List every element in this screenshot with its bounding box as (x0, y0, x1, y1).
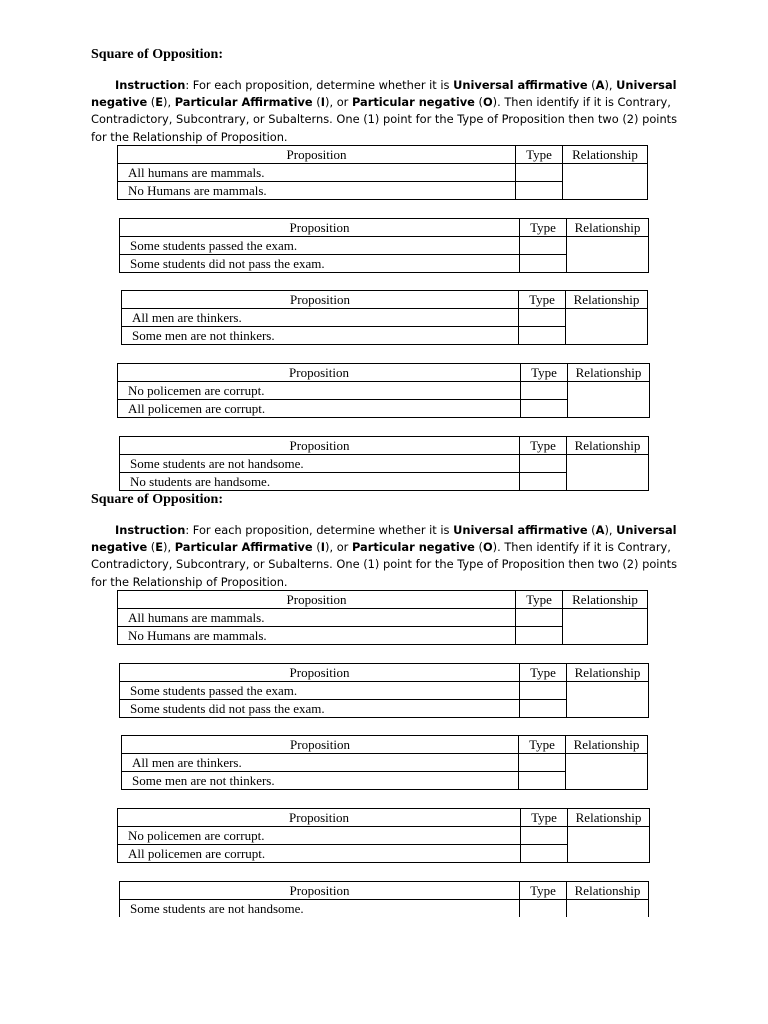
proposition-cell: No students are handsome. (120, 473, 520, 491)
type-header: Type (520, 437, 567, 455)
relationship-answer-cell[interactable] (567, 682, 649, 718)
proposition-table (117, 363, 650, 418)
type-answer-cell[interactable] (520, 682, 567, 700)
proposition-cell: Some men are not thinkers. (122, 772, 519, 790)
type-header: Type (521, 809, 568, 827)
table-header-row (120, 664, 649, 682)
type-answer-cell[interactable] (521, 400, 568, 418)
type-answer-cell[interactable] (519, 772, 566, 790)
proposition-header: Proposition (120, 219, 520, 237)
type-answer-cell[interactable] (520, 900, 567, 918)
section-heading: Square of Opposition: (91, 47, 223, 62)
type-header: Type (516, 146, 563, 164)
proposition-header: Proposition (122, 291, 519, 309)
table-header-row (122, 291, 648, 309)
type-answer-cell[interactable] (516, 627, 563, 645)
type-header: Type (519, 291, 566, 309)
type-answer-cell[interactable] (516, 182, 563, 200)
relationship-header: Relationship (563, 146, 648, 164)
relationship-header: Relationship (568, 809, 650, 827)
relationship-header: Relationship (563, 591, 648, 609)
type-answer-cell[interactable] (519, 754, 566, 772)
proposition-cell: No policemen are corrupt. (118, 827, 521, 845)
proposition-cell: No policemen are corrupt. (118, 382, 521, 400)
proposition-header: Proposition (118, 146, 516, 164)
table-row (122, 754, 648, 772)
proposition-table (117, 808, 650, 863)
relationship-answer-cell[interactable] (568, 382, 650, 418)
type-answer-cell[interactable] (520, 237, 567, 255)
relationship-answer-cell[interactable] (563, 164, 648, 200)
type-answer-cell[interactable] (519, 309, 566, 327)
relationship-header: Relationship (566, 736, 648, 754)
proposition-table (119, 218, 649, 273)
type-header: Type (520, 882, 567, 900)
relationship-answer-cell[interactable] (567, 237, 649, 273)
proposition-cell: All humans are mammals. (118, 164, 516, 182)
proposition-header: Proposition (118, 591, 516, 609)
table-header-row (118, 146, 648, 164)
table-row (118, 827, 650, 845)
table-header-row (118, 591, 648, 609)
proposition-cell: Some students are not handsome. (120, 455, 520, 473)
type-answer-cell[interactable] (521, 845, 568, 863)
type-answer-cell[interactable] (520, 473, 567, 491)
type-header: Type (520, 664, 567, 682)
proposition-header: Proposition (122, 736, 519, 754)
proposition-cell: All policemen are corrupt. (118, 400, 521, 418)
type-answer-cell[interactable] (516, 164, 563, 182)
table-header-row (120, 219, 649, 237)
relationship-answer-cell[interactable] (566, 309, 648, 345)
type-answer-cell[interactable] (516, 609, 563, 627)
table-header-row (120, 437, 649, 455)
table-row (118, 609, 648, 627)
proposition-cell: No Humans are mammals. (118, 627, 516, 645)
proposition-cell: All men are thinkers. (122, 754, 519, 772)
type-answer-cell[interactable] (520, 255, 567, 273)
relationship-answer-cell[interactable] (568, 827, 650, 863)
relationship-header: Relationship (568, 364, 650, 382)
table-row (118, 164, 648, 182)
relationship-answer-cell[interactable] (563, 609, 648, 645)
table-header-row (120, 882, 649, 900)
proposition-header: Proposition (120, 882, 520, 900)
proposition-cell: Some students passed the exam. (120, 682, 520, 700)
table-row (120, 455, 649, 473)
type-answer-cell[interactable] (521, 382, 568, 400)
table-row (120, 900, 649, 918)
type-answer-cell[interactable] (519, 327, 566, 345)
relationship-header: Relationship (566, 291, 648, 309)
proposition-table (121, 290, 648, 345)
proposition-cell: Some students passed the exam. (120, 237, 520, 255)
type-header: Type (521, 364, 568, 382)
instruction-paragraph: Instruction: For each proposition, determine whether it is Universal affirmative (A), Universal negative (E), Particular Affirmative (I), or Particular negative (O). Then identify if it is Contrary, Contradictory, Subcontrary, or Subalterns. One (1) point for the Type of Proposition then two (2) points for the Relationship of Proposition. (91, 78, 678, 144)
table-row (120, 682, 649, 700)
type-header: Type (516, 591, 563, 609)
relationship-answer-cell[interactable] (567, 900, 649, 918)
table-header-row (118, 364, 650, 382)
proposition-cell: Some students did not pass the exam. (120, 700, 520, 718)
proposition-header: Proposition (118, 364, 521, 382)
worksheet-section-1 (0, 47, 768, 497)
proposition-cell: No Humans are mammals. (118, 182, 516, 200)
proposition-header: Proposition (120, 664, 520, 682)
table-row (118, 382, 650, 400)
proposition-cell: All men are thinkers. (122, 309, 519, 327)
relationship-header: Relationship (567, 437, 649, 455)
relationship-header: Relationship (567, 219, 649, 237)
table-header-row (118, 809, 650, 827)
type-answer-cell[interactable] (521, 827, 568, 845)
worksheet-section-2 (0, 492, 768, 917)
relationship-answer-cell[interactable] (566, 754, 648, 790)
table-header-row (122, 736, 648, 754)
relationship-answer-cell[interactable] (567, 455, 649, 491)
proposition-table (119, 881, 649, 917)
proposition-cell: Some men are not thinkers. (122, 327, 519, 345)
proposition-header: Proposition (120, 437, 520, 455)
type-header: Type (519, 736, 566, 754)
proposition-cell: All policemen are corrupt. (118, 845, 521, 863)
instruction-paragraph: Instruction: For each proposition, determine whether it is Universal affirmative (A), Universal negative (E), Particular Affirmative (I), or Particular negative (O). Then identify if it is Contrary, Contradictory, Subcontrary, or Subalterns. One (1) point for the Type of Proposition then two (2) points for the Relationship of Proposition. (91, 523, 678, 589)
type-header: Type (520, 219, 567, 237)
relationship-header: Relationship (567, 882, 649, 900)
proposition-cell: Some students did not pass the exam. (120, 255, 520, 273)
proposition-table (119, 436, 649, 491)
table-row (120, 237, 649, 255)
proposition-cell: All humans are mammals. (118, 609, 516, 627)
proposition-table (119, 663, 649, 718)
section-heading: Square of Opposition: (91, 492, 223, 507)
proposition-cell: Some students are not handsome. (120, 900, 520, 918)
type-answer-cell[interactable] (520, 700, 567, 718)
type-answer-cell[interactable] (520, 455, 567, 473)
relationship-header: Relationship (567, 664, 649, 682)
proposition-header: Proposition (118, 809, 521, 827)
proposition-table (117, 145, 648, 200)
proposition-table (117, 590, 648, 645)
proposition-table (121, 735, 648, 790)
table-row (122, 309, 648, 327)
